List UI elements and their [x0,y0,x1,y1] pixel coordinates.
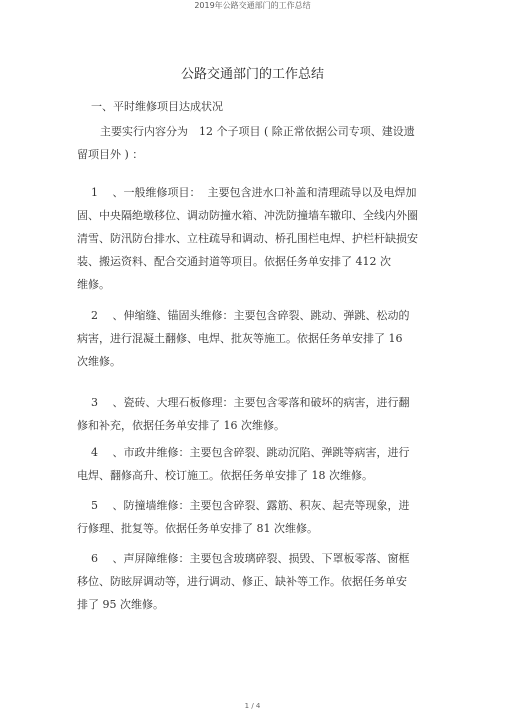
intro-line: 主要实行内容分为 12 个子项目 ( 除正常依据公司专项、建设遗 [100,125,415,138]
paragraph-line: 5 、防撞墙维修：主要包含碎裂、露筋、积灰、起壳等现象，进 [91,499,410,512]
paragraph-line: 移位、防眩屏调动等，进行调动、修正、缺补等工作。依据任务单安 [77,575,407,588]
item-paragraph [77,181,420,296]
intro-paragraph [77,120,420,166]
paragraph-line: 固、中央隔绝墩移位、调动防撞水箱、冲洗防撞墙车辙印、全线内外圈 [77,209,418,222]
intro-line: 留项目外 ) ： [77,148,144,161]
paragraph-line: 装、搬运资料、配合交通封道等项目。依据任务单安排了 412 次 [77,255,391,268]
paragraph-line: 排了 95 次维修。 [77,598,164,611]
paragraph-line: 清雪、防汛防台排水、立柱疏导和调动、桥孔围栏电焊、护栏杆缺损安 [77,232,418,245]
paragraph-line: 1 、一般维修项目： 主要包含进水口补盖和清理疏导以及电焊加 [91,186,417,199]
paragraph-line: 病害，进行混凝土翻修、电焊、批灰等施工。依据任务单安排了 16 [77,332,403,345]
page-number: 1 / 4 [244,702,261,710]
item-paragraph [77,441,420,487]
item-paragraph [77,304,420,373]
item-paragraph [77,494,420,540]
item-paragraph [77,547,420,616]
paragraph-line: 次维修。 [77,355,121,368]
section-heading [77,95,420,118]
paragraph-line: 3 、瓷砖、大理石板修理：主要包含零落和破坏的病害，进行翻 [91,396,410,409]
section-heading-text: 一、平时维修项目达成状况 [91,100,223,113]
document-title: 公路交通部门的工作总结 [180,67,324,82]
item-paragraph [77,391,420,437]
paragraph-line: 4 、市政井维修：主要包含碎裂、跳动沉陷、弹跳等病害，进行 [91,446,410,459]
paragraph-line: 维修。 [77,278,110,291]
paragraph-line: 2 、伸缩缝、锚固头维修：主要包含碎裂、跳动、弹跳、松动的 [91,309,410,322]
paragraph-line: 修和补充，依据任务单安排了 16 次维修。 [77,419,285,432]
paragraph-line: 6 、声屏障维修：主要包含玻璃碎裂、损毁、下罩板零落、窗框 [91,552,410,565]
paragraph-line: 电焊、翻修高升、校订施工。依据任务单安排了 18 次维修。 [77,469,373,482]
paragraph-line: 行修理、批复等。依据任务单安排了 81 次维修。 [77,522,318,535]
running-header: 2019年公路交通部门的工作总结 [194,1,311,10]
